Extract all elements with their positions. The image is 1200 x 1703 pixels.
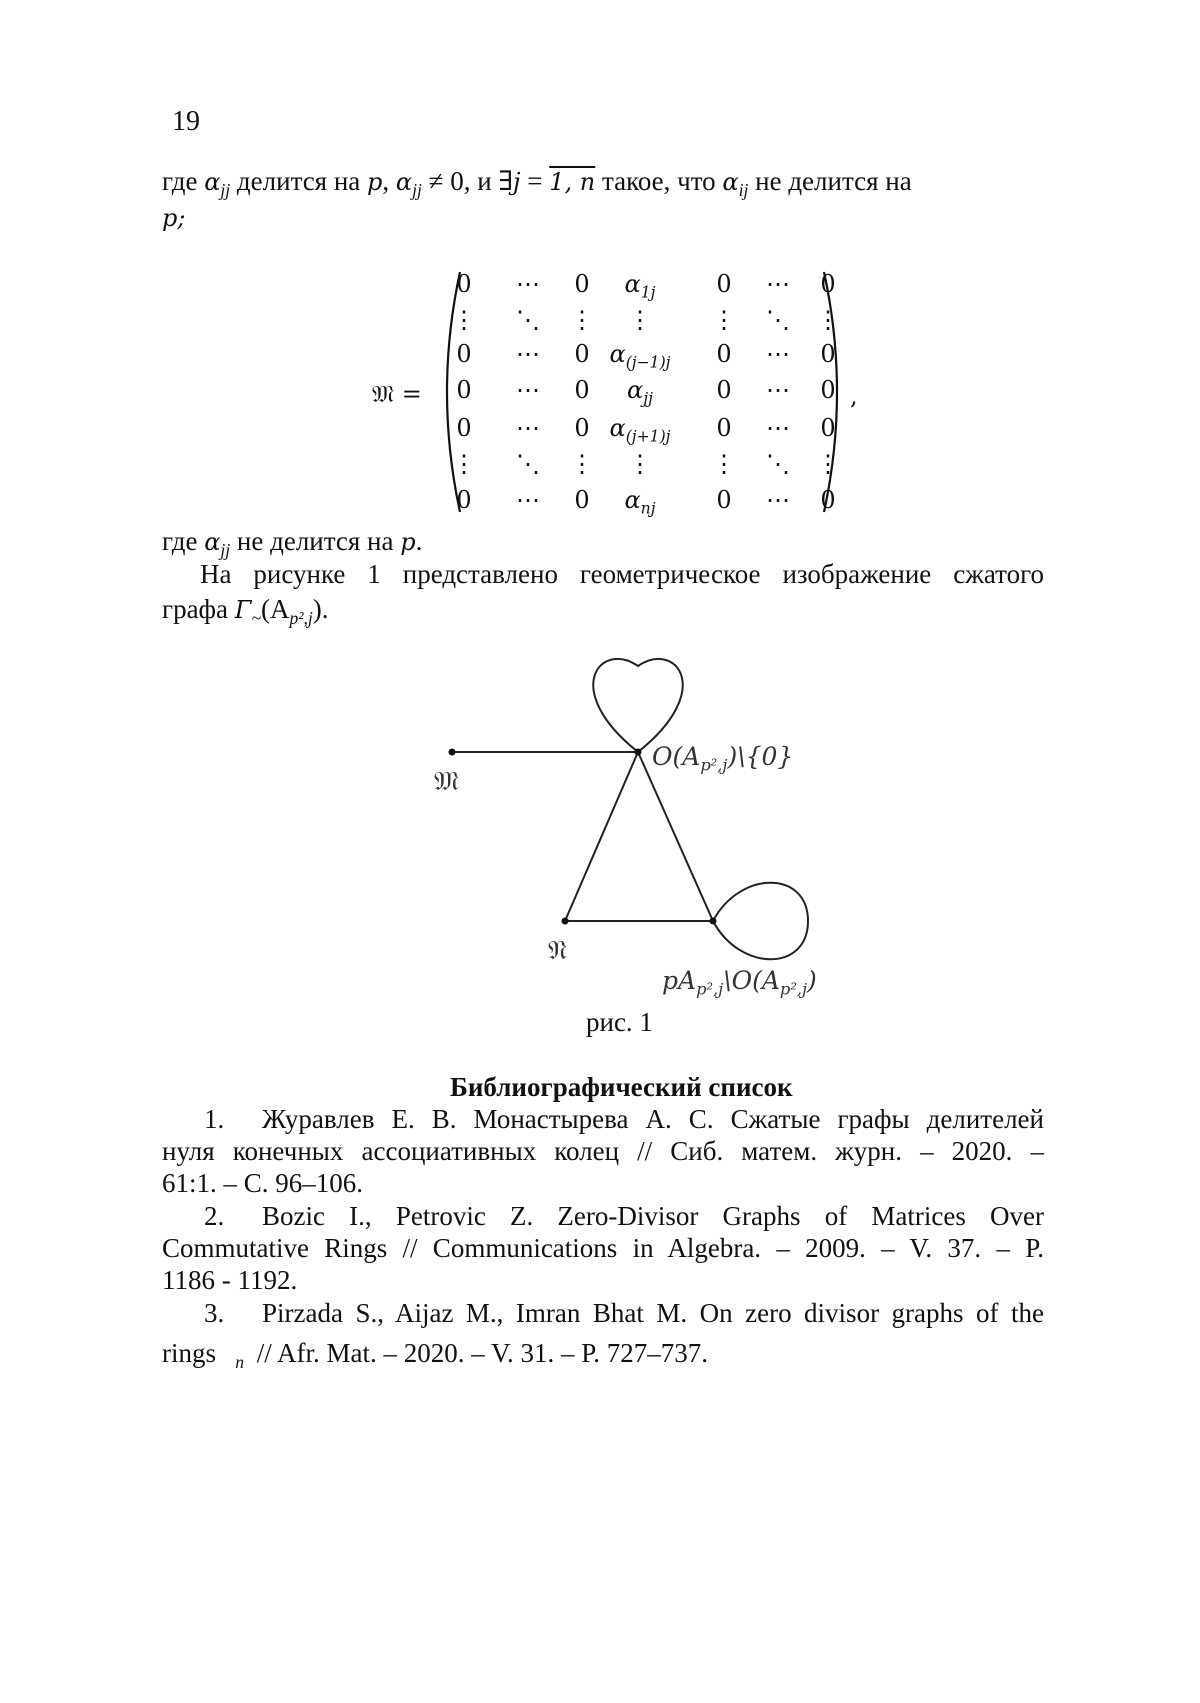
matrix-zero: 0 (552, 270, 612, 298)
matrix-zero: 0 (552, 414, 612, 442)
label-text: )\{0} (727, 742, 793, 771)
text: rings (162, 1338, 216, 1368)
page-number: 19 (172, 106, 200, 138)
loop-P (713, 883, 808, 960)
graph-label-bottom (662, 966, 817, 999)
matrix-vdots: ⋮ (798, 306, 858, 334)
math-alpha: α (627, 376, 643, 404)
math-alpha: α (624, 486, 640, 514)
bib-3-line-1: Pirzada S., Aijaz M., Imran Bhat M. On zero divisor graphs of the (262, 1298, 1044, 1329)
math-p: p (400, 528, 415, 556)
matrix-trailing-comma: , (850, 382, 858, 410)
matrix-hdots: ⋯ (498, 340, 558, 368)
math-sub: jj (412, 180, 422, 200)
matrix-zero: 0 (434, 414, 494, 442)
math-sub: ij (739, 180, 749, 200)
label-text: pA (662, 966, 696, 995)
text: не делится на (230, 526, 400, 556)
matrix-zero: 0 (552, 340, 612, 368)
matrix-zero: 0 (798, 486, 858, 514)
math-alpha: α (609, 340, 625, 368)
bib-1-num: 1. (204, 1104, 224, 1135)
bib-1-line-3: 61:1. – С. 96–106. (162, 1168, 363, 1199)
bib-2-line-1: Bozic I., Petrovic Z. Zero-Divisor Graphs of Matrices Over (262, 1201, 1044, 1232)
graph-label-top (652, 742, 793, 775)
text: делится на (230, 166, 367, 196)
matrix-hdots: ⋯ (498, 414, 558, 442)
matrix-zero: 0 (798, 270, 858, 298)
label-sub: p²,j (700, 756, 727, 775)
text: ≠ 0, и ∃ (422, 166, 513, 196)
math-range: 1, n (549, 168, 595, 196)
bib-1-line-1: Журавлев Е. В. Монастырева А. С. Сжатые графы делителей (262, 1104, 1044, 1135)
matrix-zero: 0 (552, 486, 612, 514)
text: графа (162, 594, 235, 624)
matrix-vdots: ⋮ (434, 306, 494, 334)
matrix-vdots: ⋮ (552, 306, 612, 334)
matrix-ddots: ⋱ (748, 450, 808, 478)
matrix-vdots: ⋮ (798, 450, 858, 478)
math-sub: (j+1)j (626, 427, 671, 445)
matrix-hdots: ⋯ (498, 486, 558, 514)
math-j: j (513, 168, 520, 196)
figure-caption: рис. 1 (586, 1007, 653, 1038)
text: . (416, 526, 423, 556)
bib-3-num: 3. (204, 1298, 224, 1329)
math-sub: nj (641, 499, 656, 517)
bib-3-line-2 (162, 1338, 708, 1373)
text: // Afr. Mat. – 2020. – V. 31. – P. 727–737. (250, 1338, 708, 1368)
label-text: ) (807, 966, 817, 995)
matrix-zero: 0 (798, 340, 858, 368)
math-sub: 1j (641, 283, 656, 301)
matrix-zero: 0 (552, 376, 612, 404)
node-N (562, 918, 569, 925)
matrix-vdots: ⋮ (552, 450, 612, 478)
matrix-zero: 0 (694, 270, 754, 298)
matrix-hdots: ⋯ (748, 414, 808, 442)
label-sub: p²,j (780, 980, 807, 999)
math-sub: jj (220, 180, 230, 200)
math-alpha: α (396, 168, 412, 196)
text: такое, что (595, 166, 722, 196)
bib-1-line-2: нуля конечных ассоциативных колец // Сиб. матем. журн. – 2020. – (162, 1136, 1044, 1167)
matrix-ddots: ⋱ (498, 306, 558, 334)
math-alpha: α (722, 168, 738, 196)
matrix-zero: 0 (694, 376, 754, 404)
text: , (382, 166, 396, 196)
text: где (162, 166, 197, 196)
matrix-zero: 0 (434, 376, 494, 404)
node-O (635, 749, 642, 756)
node-P (710, 918, 717, 925)
bib-2-line-3: 1186 - 1192. (162, 1265, 297, 1296)
matrix-hdots: ⋯ (748, 270, 808, 298)
label-text: O(A (652, 742, 700, 771)
math-p: p (367, 168, 382, 196)
math-alpha: α (204, 528, 220, 556)
matrix-zero: 0 (798, 414, 858, 442)
matrix-zero: 0 (694, 340, 754, 368)
matrix-vdots: ⋮ (694, 450, 754, 478)
edge-O-P (638, 752, 713, 921)
matrix-zero: 0 (694, 486, 754, 514)
matrix-ddots: ⋱ (748, 306, 808, 334)
math-alpha: α (609, 414, 625, 442)
matrix-hdots: ⋯ (748, 486, 808, 514)
node-M (449, 749, 456, 756)
paragraph-line-1: На рисунке 1 представлено геометрическое изображение сжатого (200, 559, 1044, 590)
bib-2-num: 2. (204, 1201, 224, 1232)
label-sub: p²,j (696, 980, 723, 999)
edge-O-N (565, 752, 638, 921)
math-sub: n (216, 1352, 244, 1373)
graph-label-M: 𝔐 (434, 766, 459, 798)
matrix-zero: 0 (434, 340, 494, 368)
math-sub: p²,j (289, 608, 312, 628)
text: где (162, 526, 197, 556)
matrix-zero: 0 (694, 414, 754, 442)
graph-label-N: 𝔑 (548, 935, 567, 967)
matrix-vdots: ⋮ (694, 306, 754, 334)
bib-2-line-2: Commutative Rings // Communications in Algebra. – 2009. – V. 37. – P. (162, 1233, 1044, 1264)
math-sub: jj (643, 389, 653, 407)
math-alpha: α (625, 270, 641, 298)
matrix-ddots: ⋱ (498, 450, 558, 478)
bibliography-title: Библиографический список (450, 1072, 793, 1103)
loop-O (593, 659, 682, 752)
math-sub: (j−1)j (626, 353, 671, 371)
math-sub: jj (220, 540, 230, 560)
matrix-hdots: ⋯ (748, 340, 808, 368)
text: = (521, 166, 550, 196)
label-text: \O(A (723, 966, 780, 995)
matrix-zero: 0 (434, 270, 494, 298)
matrix-hdots: ⋯ (498, 270, 558, 298)
math-sub: ~ (251, 608, 261, 628)
text: не делится на (748, 166, 911, 196)
math-alpha: α (204, 168, 220, 196)
matrix-zero: 0 (434, 486, 494, 514)
matrix-lhs: 𝔐 = (372, 380, 422, 408)
text: ). (313, 594, 329, 624)
matrix-hdots: ⋯ (498, 376, 558, 404)
condition-line-2: p; (162, 204, 185, 232)
text: (A (261, 594, 290, 624)
math-gamma: Γ (235, 596, 252, 624)
matrix-zero: 0 (798, 376, 858, 404)
matrix-vdots: ⋮ (585, 306, 695, 334)
matrix-vdots: ⋮ (434, 450, 494, 478)
matrix-hdots: ⋯ (748, 376, 808, 404)
matrix-vdots: ⋮ (585, 450, 695, 478)
graph-figure (0, 0, 1200, 1040)
